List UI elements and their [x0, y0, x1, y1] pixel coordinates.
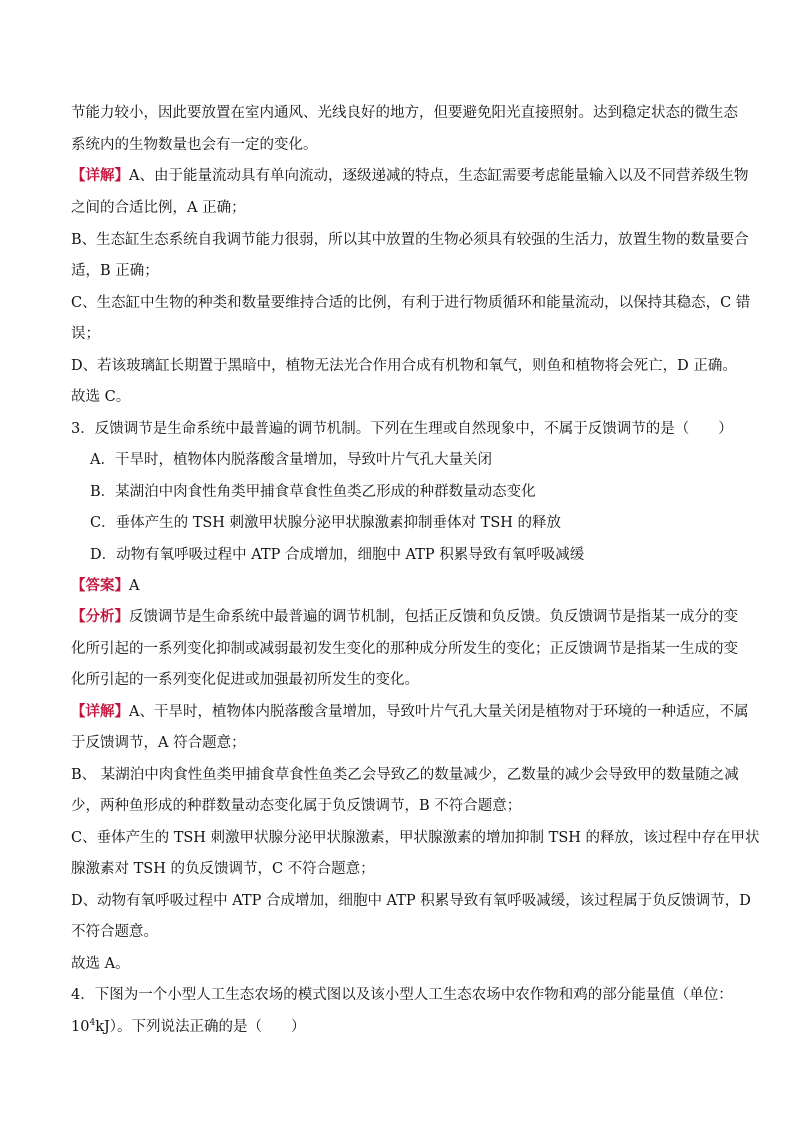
q2-detail-a-text: A、由于能量流动具有单向流动，逐级递减的特点，生态缸需要考虑能量输入以及不同营养级生物 — [129, 168, 749, 184]
q3-detail-c-line-2: 腺激素对 TSH 的负反馈调节，C 不符合题意； — [71, 861, 375, 877]
q2-detail-c-line-1: C、生态缸中生物的种类和数量要维持合适的比例，有利于进行物质循环和能量流动，以保持其稳态，C 错 — [71, 295, 751, 311]
unit-exponent: 4 — [89, 1018, 96, 1029]
intro-line-2: 系统内的生物数量也会有一定的变化。 — [71, 137, 318, 153]
q2-detail-d-line-1: D、若该玻璃缸长期置于黑暗中，植物无法光合作用合成有机物和氧气，则鱼和植物将会死亡，D 正确。 — [71, 358, 737, 374]
detail-tag: 【详解】 — [71, 703, 129, 720]
q3-answer — [71, 570, 723, 602]
analysis-tag: 【分析】 — [71, 608, 129, 625]
q2-detail-c-line-2: 误； — [71, 326, 100, 342]
q3-stem: 3．反馈调节是生命系统中最普遍的调节机制。下列在生理或自然现象中，不属于反馈调节的是（ ） — [71, 421, 733, 437]
answer-tag: 【答案】 — [71, 577, 129, 594]
q3-detail-b-line-1: B、 某湖泊中肉食性鱼类甲捕食草食性鱼类乙会导致乙的数量减少，乙数量的减少会导致甲的数量随之减 — [71, 767, 739, 783]
q3-detail-a-line-2: 于反馈调节，A 符合题意； — [71, 735, 246, 751]
q3-detail-a-line-1 — [71, 696, 749, 728]
q3-option-d: D．动物有氧呼吸过程中 ATP 合成增加，细胞中 ATP 积累导致有氧呼吸减缓 — [90, 547, 585, 563]
q3-analysis-line-1 — [71, 601, 738, 633]
q3-detail-d-line-1: D、动物有氧呼吸过程中 ATP 合成增加，细胞中 ATP 积累导致有氧呼吸减缓，该过程属于负反馈调节，D — [71, 893, 751, 909]
q2-detail-b-line-2: 适，B 正确； — [71, 263, 159, 279]
q4-stem-line-2 — [71, 1011, 723, 1043]
q4-stem-line-1: 4．下图为一个小型人工生态农场的模式图以及该小型人工生态农场中农作物和鸡的部分能量值（单位： — [71, 987, 733, 1003]
detail-tag: 【详解】 — [71, 167, 129, 184]
q3-analysis-line-2: 化所引起的一系列变化抑制或减弱最初发生变化的那种成分所发生的变化；正反馈调节是指某一生成的变 — [71, 641, 738, 657]
q2-conclusion: 故选 C。 — [71, 389, 131, 405]
q3-option-c: C．垂体产生的 TSH 刺激甲状腺分泌甲状腺激素抑制垂体对 TSH 的释放 — [90, 515, 562, 531]
analysis-text: 反馈调节是生命系统中最普遍的调节机制，包括正反馈和负反馈。负反馈调节是指某一成分的变 — [129, 609, 738, 625]
q2-detail-a-line-2: 之间的合适比例，A 正确； — [71, 200, 246, 216]
q3-detail-a-text: A、干旱时，植物体内脱落酸含量增加，导致叶片气孔大量关闭是植物对于环境的一种适应，不属 — [129, 704, 749, 720]
q3-detail-c-line-1: C、垂体产生的 TSH 刺激甲状腺分泌甲状腺激素，甲状腺激素的增加抑制 TSH 的释放，该过程中存在甲状 — [71, 830, 760, 846]
unit-base: 10 — [71, 1019, 90, 1035]
q3-option-b: B．某湖泊中肉食性角类甲捕食草食性鱼类乙形成的种群数量动态变化 — [90, 484, 536, 500]
q2-detail-b-line-1: B、生态缸生态系统自我调节能力很弱，所以其中放置的生物必须具有较强的生活力，放置生物的数量要合 — [71, 232, 749, 248]
q3-conclusion: 故选 A。 — [71, 956, 130, 972]
q3-analysis-line-3: 化所引起的一系列变化促进或加强最初所发生的变化。 — [71, 672, 419, 688]
unit-rest: kJ）。下列说法正确的是（ ） — [95, 1019, 306, 1035]
q2-detail-a-line-1 — [71, 160, 749, 192]
intro-line-1: 节能力较小，因此要放置在室内通风、光线良好的地方，但要避免阳光直接照射。达到稳定状态的微生态 — [71, 105, 738, 121]
answer-value: A — [129, 578, 140, 594]
q3-detail-d-line-2: 不符合题意。 — [71, 924, 158, 940]
q3-detail-b-line-2: 少，两种鱼形成的种群数量动态变化属于负反馈调节，B 不符合题意； — [71, 798, 522, 814]
q3-option-a: A．干旱时，植物体内脱落酸含量增加，导致叶片气孔大量关闭 — [90, 452, 492, 468]
